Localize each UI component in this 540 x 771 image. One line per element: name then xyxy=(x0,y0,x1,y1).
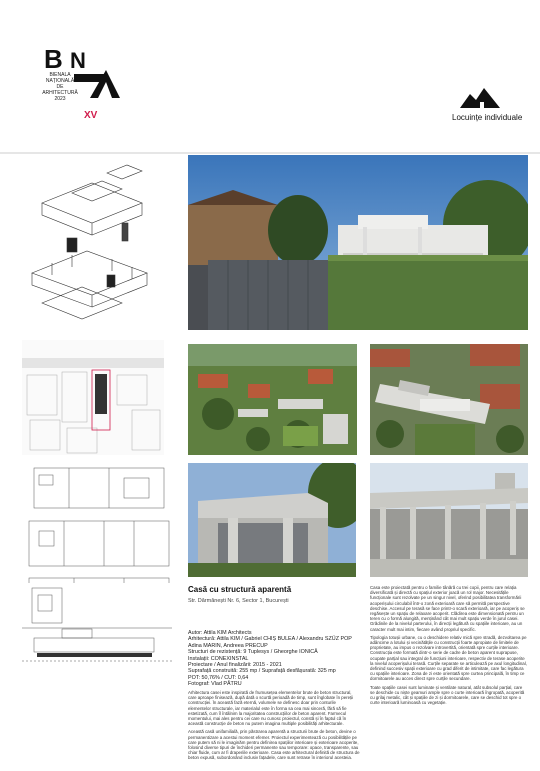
project-title: Casă cu structură aparentă xyxy=(188,585,292,594)
logo-line: ARHITECTURĂ xyxy=(42,90,78,96)
logo-line: DE xyxy=(56,84,64,90)
aerial-photo-neighborhood xyxy=(188,344,357,455)
description-left xyxy=(188,690,360,761)
header xyxy=(0,0,540,152)
exterior-photo-concrete xyxy=(188,463,356,577)
structure-photo-frames xyxy=(370,463,528,577)
credit-line: Fotograf: Vlad PĂTRU xyxy=(188,681,242,688)
credit-line: POT: 50,76% / CUT: 0,64 xyxy=(188,674,249,681)
category-label: Locuințe individuale xyxy=(452,113,523,122)
credit-line: Autor: Attila KIM Architects xyxy=(188,630,252,636)
description-right xyxy=(370,585,528,705)
logo-line: BIENALA xyxy=(49,72,71,78)
logo-line: NAȚIONALĂ xyxy=(45,78,75,84)
category-block xyxy=(452,88,532,128)
credit-line: Suprafață construită: 255 mp / Suprafață desfășurată: 325 mp xyxy=(188,668,336,675)
svg-text:N: N xyxy=(70,48,86,73)
mountain-house-icon xyxy=(460,88,500,113)
credit-line: Adina MARIN, Andreea PRECUP xyxy=(188,642,268,649)
svg-text:B: B xyxy=(44,44,63,74)
description-paragraph: Casa este proiectată pentru o familie tânără cu trei copii, pentru care relația diversificată și directă cu spațiul exterior joacă un rol major. Necesitățile funcționale sunt rezolvate pe un singur nivel, oferind posibilitatea transformării acoperișului circulabil într-o zonă exterioară care să permită perspective deschise. Accesul pe terasă se face printr-o scară exterioară, iar pe acoperiș se regăsește un spațiu de relaxare acoperit. Clădirea este dimensionată pentru un teren cu o formă alungită, menținând cât mai mult spațiu verde în jurul casei. Grădinile de la nivelul parterului, în direcții legătură cu spațiile interioare, au un caracter mult mai intim, fiecare având propriul specific. xyxy=(370,585,525,632)
axonometric-drawing xyxy=(12,163,172,328)
logo-lines xyxy=(40,72,80,102)
credit-line: Arhitectură: Attila KIM / Gabriel CHIȘ BULEA / Alexandru SZÜZ POP xyxy=(188,636,352,643)
logo-line: 2023 xyxy=(54,96,66,102)
aerial-photo-roof xyxy=(370,344,528,455)
project-credits xyxy=(188,630,368,688)
description-paragraph: Tipologia totușii urbane, cu o deschidere relativ mică spre stradă, dezvoltarea pe adâncime a lotului și vecinătățile cu construcții foarte apropiate de limitele de proprietate, au impus o rezolvare introvertită, orientată spre curțile interioare. Construcția este formată dintr-o serie de cadre de beton aparent suprapuse, ocupate parțial sau integral de funcțiuni interioare, respectiv de terase acoperite la nivelul acoperișului terasă. Curțile separate se articulează pe axul longitudinal, definind succesiv spații exterioare cu grad diferit de intimitate, care fac legătura cu spațiile interioare. Zona de zi este orientată spre curtea principală, în timp ce dormitoarele au acces direct spre curțile secundare. xyxy=(370,634,527,682)
bna-logo xyxy=(40,40,120,140)
hero-photo xyxy=(188,155,528,330)
credit-line: Proiectare / Anul finalizării: 2015 - 2021 xyxy=(188,662,282,669)
edition-label: XV xyxy=(84,110,98,121)
description-paragraph: Toate spațiile casei sunt luminate și ventilate natural, atât subsolul parțial, care se deschide cu niște geamuri ample spre o curte interioară îngropată, acoperită cu grilaj metalic, cât și spațiile de zi și dormitoarele, care se deschid tot spre o curte interioară luminoasă cu vegetație. xyxy=(370,684,525,706)
description-paragraph: Arhitectura casei este inspirată de frumusețea elementelor brute de beton structural, care aproape finisează, după dată o scurtă perioadă de timp, sunt înglobate în pereții construcției. În această fază eternă, volumele se definesc doar prin conturile elementelor structurale, iar materialul este în forma sa cea mai sinceră, fără să fie estetizată, cum îl întâlnim la majoritatea construcțiilor de beton aparent. Farmecul momentului, mai ales pentru cei care nu cunosc proiectul, constă și în faptul că în această construcție de beton nu putem imagina multiple posibilități arhitecturale. xyxy=(188,690,354,727)
description-paragraph: Această casă unifamilială, prin păstrarea aparentă a structurii brute de beton, devine o permanentizare a acestui moment efemer. Proiectul experimentează cu posibilitățile pe care putem să ni le imaginăm pentru definirea spațiilor interioare și exterioare acoperite, folosind diverse tipuri de închideri permanente sau temporare: opace, transparente, sau chiar fluide, cum ar fi draperiile exterioare. Casa este arhitectural definită de structura de beton expusă, subordonând inclusiv fațadele, care sunt retrase în interiorul acesteia. xyxy=(188,729,360,761)
site-plan xyxy=(22,340,164,455)
header-divider xyxy=(0,152,540,154)
credit-line: Instalații: CONEXINSTAL xyxy=(188,655,249,662)
section-drawing xyxy=(22,583,172,673)
credit-line: Structuri de rezistență: 9 Tuplesys / Gheorghe IONICĂ xyxy=(188,649,318,656)
project-address: Str. Dărmănești Nr. 6, Sector 1, București xyxy=(188,598,289,604)
